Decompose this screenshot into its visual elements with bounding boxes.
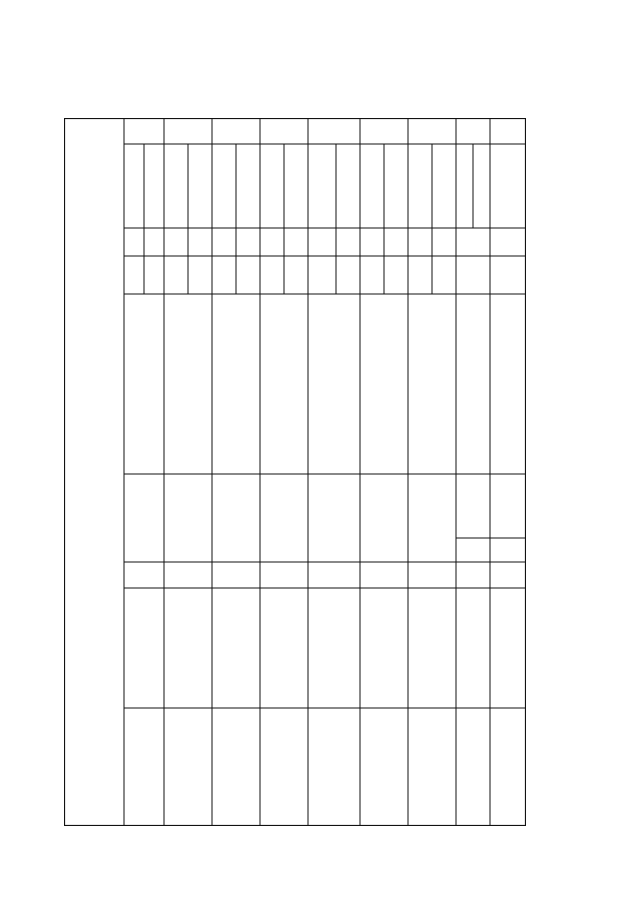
ledger-table: [64, 118, 526, 826]
page-header: [72, 20, 94, 35]
